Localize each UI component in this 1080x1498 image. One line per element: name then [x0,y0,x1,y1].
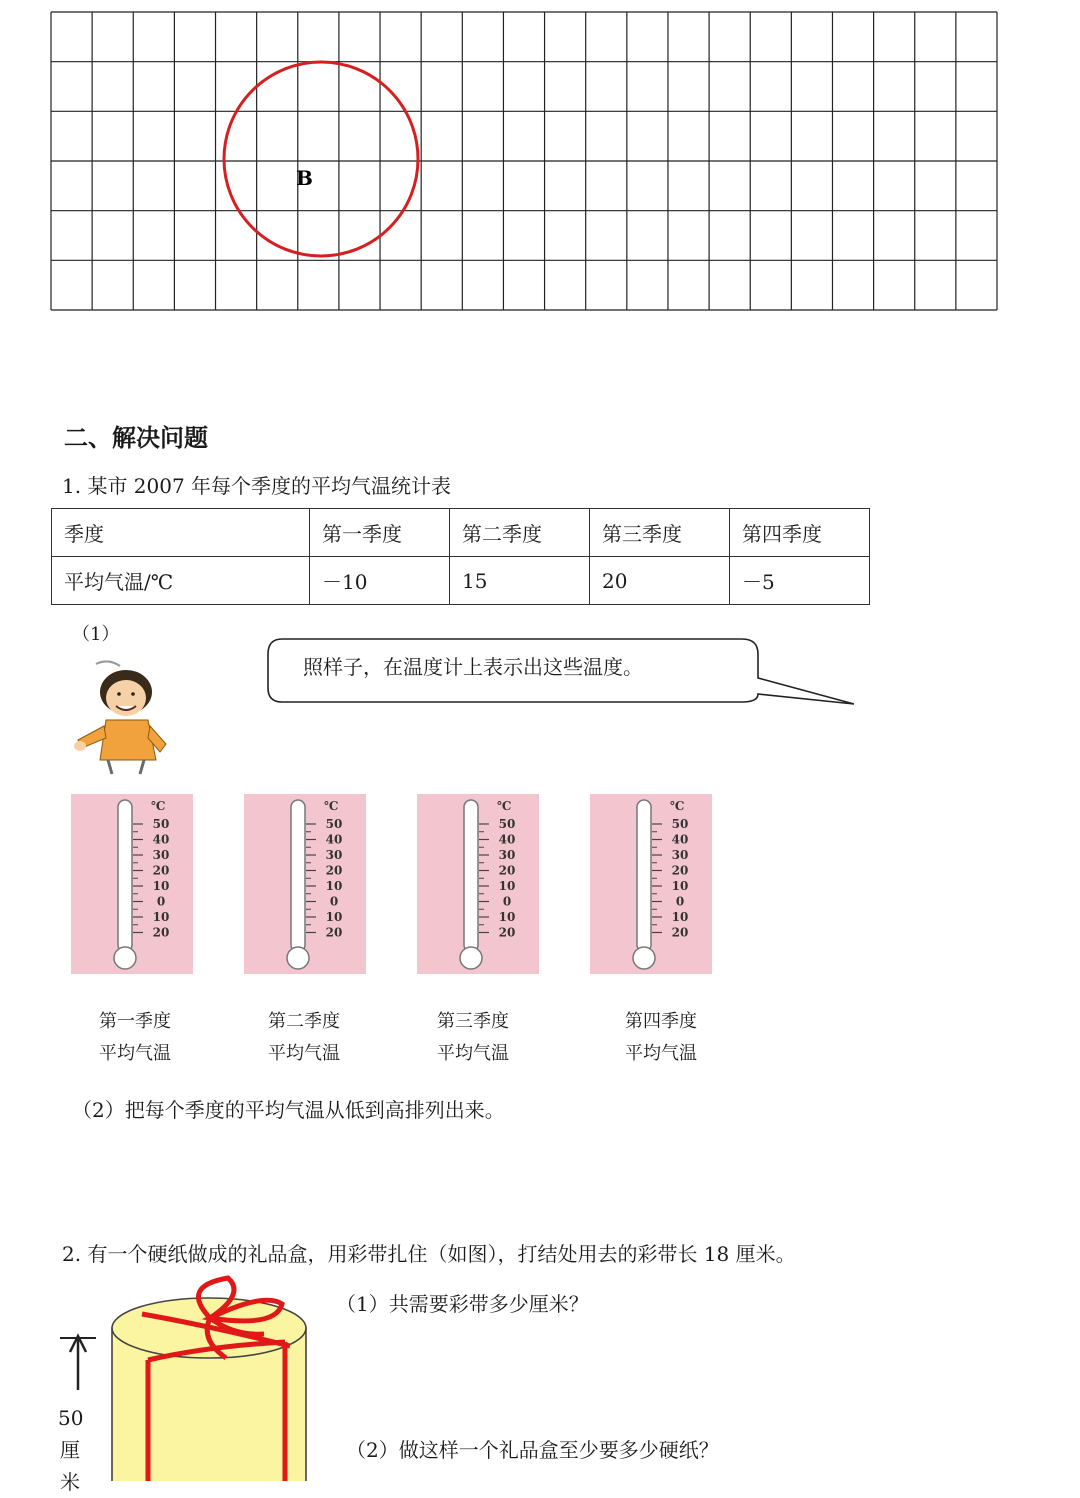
grid-lines [51,12,997,310]
thermometer-scale-label: 10 [152,879,170,893]
table-header-cell: 第二季度 [450,509,590,557]
thermometer-scale-label: 20 [671,863,689,878]
thermometer-scale-label: 0 [156,894,166,909]
thermometer-scale-label: 20 [498,925,516,940]
table-cell: 20 [590,557,730,605]
thermometer-scale-label: 30 [671,848,689,862]
thermometer-scale-label: 10 [671,879,689,893]
thermometer-scale-label: 0 [329,894,339,909]
thermometer-scale-label: 20 [498,863,516,878]
thermometer-scale-label: 30 [325,848,343,862]
thermometer-scale-label: 20 [152,925,170,940]
thermometer-scale-label: 30 [152,848,170,862]
table-row [52,557,870,605]
table-cell: 平均气温/℃ [52,557,310,605]
thermometer-label: 第一季度 平均气温 [99,1011,171,1064]
thermometer-bulb [460,947,482,969]
thermometer-bulb [633,947,655,969]
part-1-label: （1） [72,624,120,645]
thermometer-scale-label: 10 [498,910,516,924]
question-2-part-2: （2）做这样一个礼品盒至少要多少硬纸？ [346,1438,719,1462]
thermometer-scale-label: 20 [671,925,689,940]
table-cell: －5 [730,557,870,605]
thermometer-tube [637,800,651,952]
thermometer [244,794,366,974]
thermometer-scale-label: 20 [152,863,170,878]
table-header-cell: 季度 [52,509,310,557]
question-2-part-1: （1）共需要彩带多少厘米？ [336,1292,589,1316]
table-cell: 15 [450,557,590,605]
temperature-table [51,508,870,605]
table-header-row [52,509,870,557]
thermometer [71,794,193,974]
table-header-cell: 第一季度 [310,509,450,557]
thermometer-scale-label: 50 [671,817,689,831]
thermometer-label: 第四季度 平均气温 [625,1011,697,1064]
thermometer-scale-label: 10 [152,910,170,924]
thermometer-bulb [114,947,136,969]
boy-illustration [68,656,178,776]
thermometer-scale-label: 40 [325,832,343,847]
table-header-cell: 第三季度 [590,509,730,557]
thermometer-label: 第三季度 平均气温 [437,1011,509,1064]
thermometer-bulb [287,947,309,969]
thermometer-scale-label: 10 [325,910,343,924]
thermometer-scale-label: 10 [671,910,689,924]
thermometer-scale-label: 0 [502,894,512,909]
gift-box-illustration [50,1266,330,1481]
thermometer-scale-label: 0 [675,894,685,909]
thermometer-scale-label: 50 [325,817,343,831]
thermometer-scale-label: 20 [325,925,343,940]
thermometer-scale-label: 30 [498,848,516,862]
thermometer-unit: ℃ [324,799,339,813]
thermometer-tube [118,800,132,952]
height-label: 50 厘 米 [58,1406,84,1494]
thermometer-tube [291,800,305,952]
question-2-title: 2. 有一个硬纸做成的礼品盒，用彩带扎住（如图），打结处用去的彩带长 18 厘米。 [62,1242,796,1266]
thermometer-label: 第二季度 平均气温 [268,1011,340,1064]
thermometer-scale-label: 10 [498,879,516,893]
part-2-text: （2）把每个季度的平均气温从低到高排列出来。 [72,1098,505,1122]
grid-figure [0,0,1080,320]
thermometer-tube [464,800,478,952]
table-header-cell: 第四季度 [730,509,870,557]
thermometer-scale-label: 10 [325,879,343,893]
thermometer [590,794,712,974]
thermometer-scale-label: 20 [325,863,343,878]
circle-label: B [296,166,313,190]
thermometer-scale-label: 40 [152,832,170,847]
thermometer-scale-label: 40 [498,832,516,847]
thermometer-scale-label: 50 [498,817,516,831]
circle-b [224,62,418,256]
table-cell: －10 [310,557,450,605]
thermometer-unit: ℃ [497,799,512,813]
section-title: 二、解决问题 [64,424,208,452]
thermometer-scale-label: 50 [152,817,170,831]
thermometer [417,794,539,974]
thermometer-unit: ℃ [670,799,685,813]
thermometer-unit: ℃ [151,799,166,813]
question-1-title: 1. 某市 2007 年每个季度的平均气温统计表 [62,474,452,498]
speech-bubble-text: 照样子，在温度计上表示出这些温度。 [303,655,643,679]
thermometer-scale-label: 40 [671,832,689,847]
